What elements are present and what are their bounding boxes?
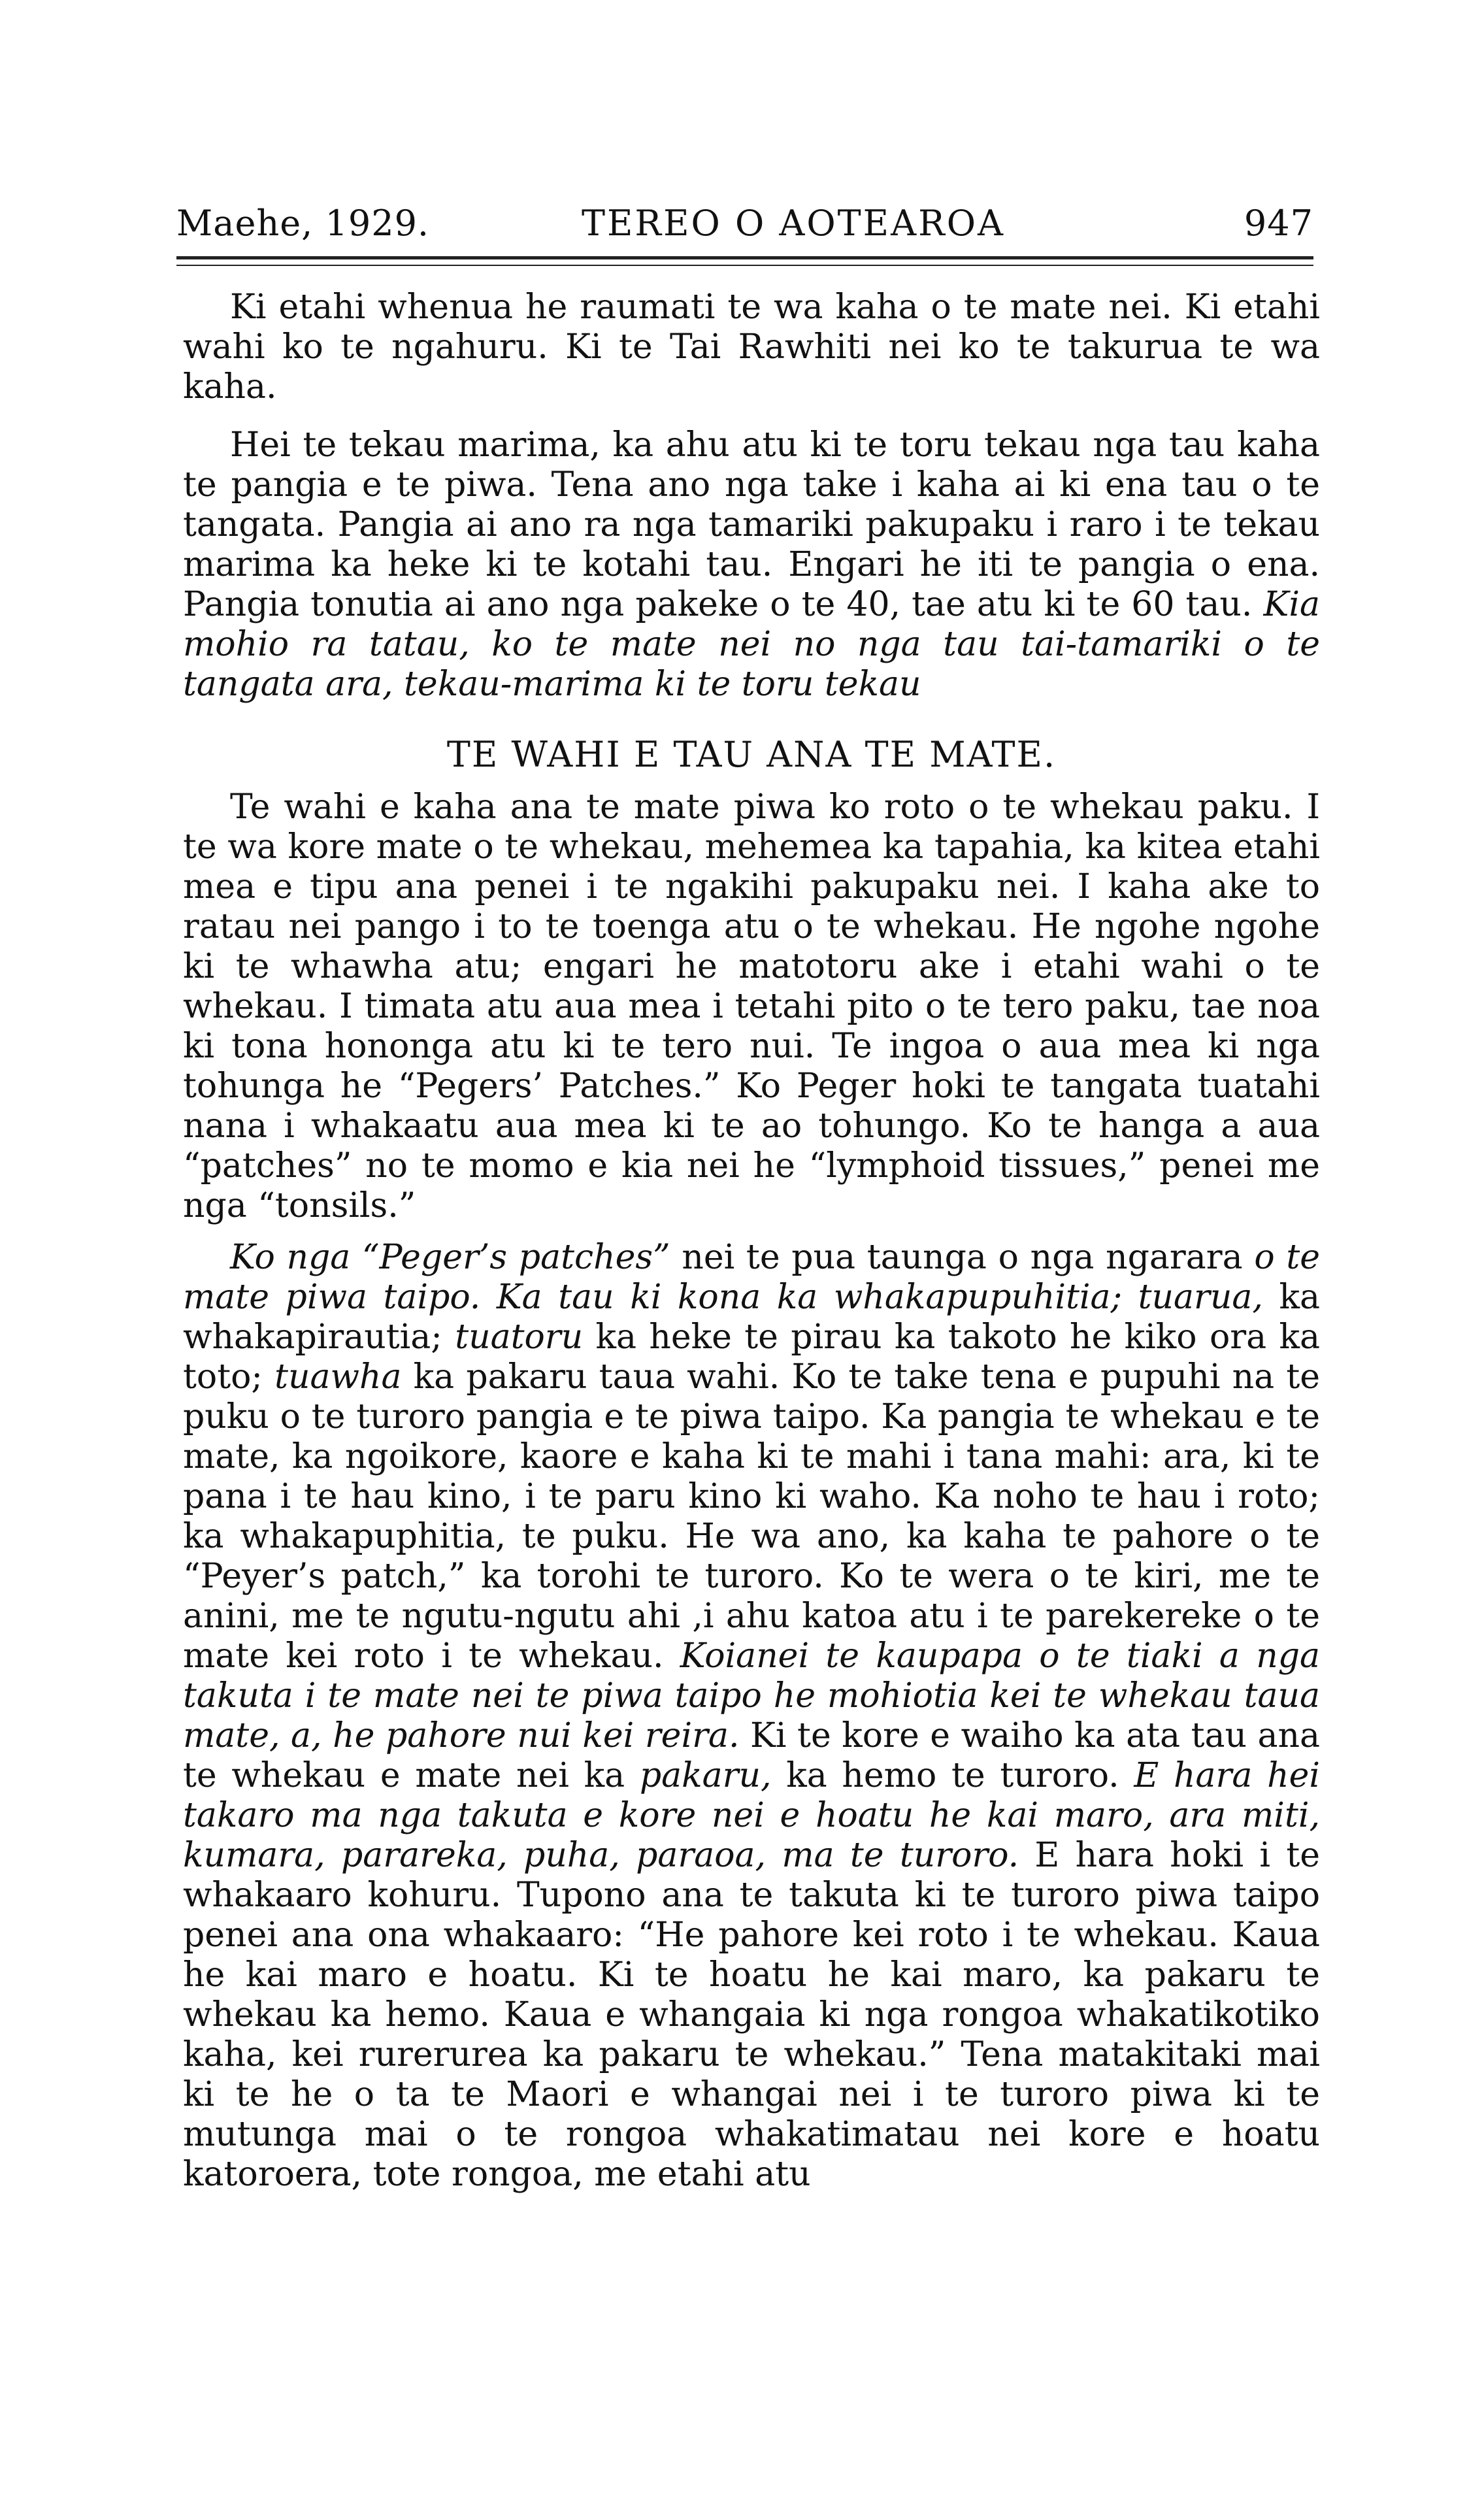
running-header — [176, 196, 1313, 255]
p4-segment-15: E hara hoki i te whakaaro kohuru. Tupono ana te takuta ki te turoro piwa taipo penei ana ona whakaaro: “He pahore kei roto i te whekau. Kaua he kai maro e hoatu. Ki te hoatu he kai maro, ka pakaru te whekau ka hemo. Kaua e whangaia ki nga rongoa whakatikotiko kaha, kei rurerurea ka pakaru te whekau.” Tena matakitaki mai ki te he o ta te Maori e whangai nei i te turoro piwa ki te mutunga mai o te rongoa whakatimatau nei kore e hoatu katoroera, tote rongoa, me etahi atu — [183, 1836, 1320, 2194]
p4-segment-10: Koianei te kaupapa o te tiaki a nga takuta i te mate nei te piwa taipo he mohiotia kei te whekau taua mate, a, he pahore nui kei reira. — [183, 1636, 1321, 1755]
p4-segment-6: tuatoru — [455, 1318, 584, 1357]
p4-segment-4: tuarua, — [1122, 1278, 1263, 1317]
p4-segment-13: ka hemo te turoro. — [771, 1756, 1134, 1795]
p4-segment-1: Ko nga “Peger’s patches” — [230, 1238, 670, 1277]
section-heading: TE WAHI E TAU ANA TE MATE. — [446, 734, 1057, 775]
paragraph-2-text: Hei te tekau marima, ka ahu atu ki te toru tekau nga tau kaha te pangia e te piwa. Tena ano nga take i kaha ai ki ena tau o te tangata. Pangia ai ano ra nga tamariki pakupaku i raro i te tekau marima ka heke ki te kotahi tau. Engari he iti te pangia o ena. Pangia tonutia ai ano nga pakeke o te 40, tae atu ki te 60 tau. — [183, 425, 1320, 624]
article-body — [183, 288, 1320, 2195]
header-rule-thin — [176, 265, 1313, 266]
p4-segment-14: E hara hei takaro ma nga takuta e kore nei e hoatu he kai maro, ara miti, kumara, parareka, puha, paraoa, ma te turoro. — [183, 1756, 1320, 1875]
header-date: Maehe, 1929. — [176, 203, 430, 244]
p4-segment-2: nei te pua taunga o nga ngarara — [670, 1238, 1255, 1277]
paragraph-1: Ki etahi whenua he raumati te wa kaha o te mate nei. Ki etahi wahi ko te ngahuru. Ki te Tai Rawhiti nei ko te takurua te wa kaha. — [183, 288, 1320, 406]
p4-segment-9: ka pakaru taua wahi. Ko te take tena e pupuhi na te puku o te turoro pangia e te piwa taipo. Ka pangia te whekau e te mate, ka ngoikore, kaore e kaha ki te mahi i tana mahi: ara, ki te pana i te hau kino, i te paru kino ki waho. Ka noho te hau i roto; ka whakapuphitia, te puku. He wa ano, ka kaha te pahore o te “Peyer’s patch,” ka torohi te turoro. Ko te wera o te kiri, me te anini, me te ngutu-ngutu ahi ,i ahu katoa atu i te parekereke o te mate kei roto i te whekau. — [183, 1357, 1320, 1676]
paragraph-2 — [183, 425, 1320, 705]
p4-segment-8: tuawha — [274, 1357, 402, 1397]
p4-segment-5: ka whakapirautia; — [183, 1278, 1321, 1357]
paragraph-3: Te wahi e kaha ana te mate piwa ko roto o te whekau paku. I te wa kore mate o te whekau, mehemea ka tapahia, ka kitea etahi mea e tipu ana penei i te ngakihi pakupaku nei. I kaha ake to ratau nei pango i to te toenga atu o te whekau. He ngohe ngohe ki te whawha atu; engari he matotoru ake i etahi wahi o te whekau. I timata atu aua mea i tetahi pito o te tero paku, tae noa ki tona hononga atu ki te tero nui. Te ingoa o aua mea ki nga tohunga he “Pegers’ Patches.” Ko Peger hoki te tangata tuatahi nana i whakaatu aua mea ki te ao tohungo. Ko te hanga a aua “patches” no te momo e kia nei he “lymphoid tissues,” penei me nga “tonsils.” — [183, 788, 1320, 1225]
paragraph-4 — [183, 1238, 1320, 2195]
p4-segment-11: Ki te kore e waiho ka ata tau ana te whekau e mate nei ka — [183, 1716, 1321, 1795]
page-number: 947 — [1244, 203, 1313, 244]
p4-segment-3: o te mate piwa taipo. Ka tau ki kona ka whakapupuhitia; — [183, 1238, 1320, 1317]
header-rule-thick — [176, 256, 1313, 259]
p4-segment-12: pakaru, — [639, 1756, 772, 1795]
paragraph-2-italic: Kia mohio ra tatau, ko te mate nei no nga tau tai-tamariki o te tangata ara, tekau-marima ki te toru tekau — [183, 585, 1321, 704]
header-title: TEREO O AOTEAROA — [582, 203, 1006, 244]
p4-segment-7: ka heke te pirau ka takoto he kiko ora ka toto; — [183, 1318, 1320, 1397]
